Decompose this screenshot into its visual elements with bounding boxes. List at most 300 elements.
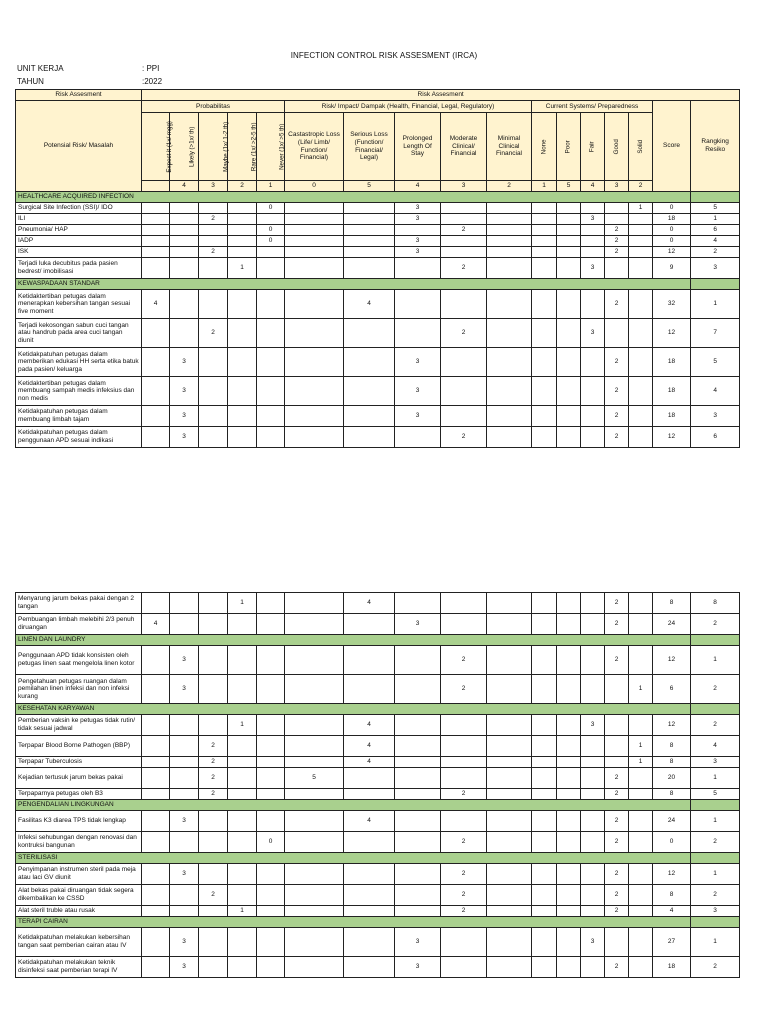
- rating-cell: [142, 247, 170, 258]
- rating-cell: [395, 906, 441, 917]
- score-cell: 8: [653, 736, 691, 757]
- rating-cell: [395, 225, 441, 236]
- rating-cell: 2: [605, 885, 629, 906]
- rating-cell: [257, 427, 285, 448]
- rating-cell: [285, 406, 344, 427]
- rating-cell: [285, 225, 344, 236]
- rating-cell: 4: [142, 290, 170, 319]
- weight-cell: 1: [257, 181, 285, 192]
- risk-label: IADP: [16, 236, 142, 247]
- rating-cell: [257, 290, 285, 319]
- rating-cell: 2: [441, 675, 487, 704]
- rating-cell: 1: [629, 736, 653, 757]
- rating-cell: [629, 406, 653, 427]
- rating-cell: 4: [344, 715, 395, 736]
- rating-cell: [228, 646, 257, 675]
- rating-cell: [257, 214, 285, 225]
- rating-cell: [257, 348, 285, 377]
- rating-cell: 2: [605, 646, 629, 675]
- rating-cell: [285, 593, 344, 614]
- rating-cell: [285, 377, 344, 406]
- rating-cell: 1: [228, 593, 257, 614]
- rating-cell: [285, 757, 344, 768]
- rank-cell: 5: [691, 789, 740, 800]
- risk-label: Terpapar Blood Borne Pathogen (BBP): [16, 736, 142, 757]
- weight-cell: 5: [344, 181, 395, 192]
- tahun-label: TAHUN: [17, 77, 44, 86]
- rating-cell: [344, 406, 395, 427]
- risk-label: Pemberian vaksin ke petugas tidak rutin/ tidak sesuai jadwal: [16, 715, 142, 736]
- risk-row: [16, 885, 740, 906]
- rating-cell: 2: [441, 319, 487, 348]
- rating-cell: [170, 614, 199, 635]
- rating-cell: 2: [605, 290, 629, 319]
- potensial-risk-header: Potensial Risk/ Masalah: [16, 101, 142, 192]
- rating-cell: [395, 885, 441, 906]
- rating-cell: [170, 906, 199, 917]
- rating-cell: [285, 864, 344, 885]
- rating-cell: [257, 864, 285, 885]
- rating-cell: [557, 614, 581, 635]
- rating-cell: [557, 928, 581, 957]
- rating-cell: [487, 864, 532, 885]
- rating-cell: [532, 377, 557, 406]
- rank-cell: 2: [691, 247, 740, 258]
- rating-cell: [199, 406, 228, 427]
- risk-row: [16, 757, 740, 768]
- rating-cell: [441, 290, 487, 319]
- risk-row: [16, 406, 740, 427]
- rating-cell: [228, 789, 257, 800]
- rating-cell: [487, 757, 532, 768]
- risk-label: ISK: [16, 247, 142, 258]
- section-name: TERAPI CAIRAN: [16, 917, 691, 928]
- rating-cell: 2: [605, 614, 629, 635]
- risk-row: [16, 768, 740, 789]
- rating-cell: 2: [605, 811, 629, 832]
- rating-cell: [142, 319, 170, 348]
- rating-cell: [441, 614, 487, 635]
- risk-label: Alat bekas pakai diruangan tidak segera dikembalikan ke CSSD: [16, 885, 142, 906]
- rating-cell: [581, 906, 605, 917]
- rating-cell: [487, 789, 532, 800]
- rating-cell: [142, 715, 170, 736]
- section-rank-cell: [691, 917, 740, 928]
- risk-row: [16, 715, 740, 736]
- unit-kerja-line: [17, 63, 159, 74]
- rating-cell: [285, 646, 344, 675]
- rating-cell: [581, 427, 605, 448]
- rating-cell: [199, 258, 228, 279]
- rating-cell: [170, 715, 199, 736]
- section-header-row: [16, 800, 740, 811]
- risk-label: Surgical Site Infection (SSI)/ IDO: [16, 203, 142, 214]
- rating-cell: [344, 247, 395, 258]
- rating-cell: [199, 646, 228, 675]
- rating-cell: [629, 427, 653, 448]
- risk-row: [16, 957, 740, 978]
- rating-cell: [142, 427, 170, 448]
- rating-cell: [532, 736, 557, 757]
- rating-cell: [199, 348, 228, 377]
- rating-cell: [228, 957, 257, 978]
- rating-cell: [344, 348, 395, 377]
- rating-cell: 0: [257, 832, 285, 853]
- weight-cell: 2: [629, 181, 653, 192]
- rating-cell: [142, 928, 170, 957]
- rating-cell: [629, 247, 653, 258]
- rating-cell: [557, 768, 581, 789]
- current-systems-header: Current Systems/ Preparedness: [532, 101, 653, 113]
- rating-cell: [557, 789, 581, 800]
- rating-cell: [629, 290, 653, 319]
- rating-cell: [487, 377, 532, 406]
- rating-cell: [557, 225, 581, 236]
- rating-cell: [581, 864, 605, 885]
- score-cell: 8: [653, 789, 691, 800]
- rating-cell: [142, 736, 170, 757]
- rank-cell: 1: [691, 646, 740, 675]
- rating-cell: [199, 236, 228, 247]
- rating-cell: [629, 646, 653, 675]
- section-rank-cell: [691, 192, 740, 203]
- rating-cell: 4: [344, 593, 395, 614]
- rating-cell: [285, 906, 344, 917]
- rating-cell: [257, 406, 285, 427]
- rating-cell: [532, 225, 557, 236]
- risk-label: Penyimpanan instrumen steril pada meja atau laci GV diunit: [16, 864, 142, 885]
- rank-cell: 6: [691, 225, 740, 236]
- risk-label: Ketidakpatuhan petugas dalam membuang limbah tajam: [16, 406, 142, 427]
- rating-cell: [257, 736, 285, 757]
- rating-cell: 2: [199, 768, 228, 789]
- probability-col-header: Rare (1x/ >2-5 th): [228, 113, 257, 181]
- risk-label: Ketidakpatuhan petugas dalam memberikan edukasi HH serta etika batuk pada pasien/ keluarga: [16, 348, 142, 377]
- rank-cell: 8: [691, 593, 740, 614]
- weight-cell: 0: [285, 181, 344, 192]
- rating-cell: [228, 675, 257, 704]
- rating-cell: [395, 768, 441, 789]
- rating-cell: [557, 406, 581, 427]
- score-cell: 12: [653, 715, 691, 736]
- rating-cell: [532, 715, 557, 736]
- rating-cell: [199, 377, 228, 406]
- rating-cell: [199, 290, 228, 319]
- rating-cell: [285, 928, 344, 957]
- rating-cell: 1: [228, 906, 257, 917]
- rating-cell: [395, 593, 441, 614]
- rating-cell: [142, 258, 170, 279]
- rating-cell: 0: [257, 236, 285, 247]
- rating-cell: [344, 377, 395, 406]
- rating-cell: [581, 348, 605, 377]
- weight-cell: 3: [199, 181, 228, 192]
- rating-cell: 3: [395, 928, 441, 957]
- rating-cell: 2: [441, 864, 487, 885]
- rating-cell: [285, 247, 344, 258]
- rating-cell: [557, 715, 581, 736]
- rating-cell: [487, 675, 532, 704]
- rating-cell: [285, 348, 344, 377]
- rating-cell: [557, 646, 581, 675]
- rating-cell: [532, 885, 557, 906]
- rating-cell: 2: [199, 757, 228, 768]
- rating-cell: [228, 736, 257, 757]
- rating-cell: 2: [605, 225, 629, 236]
- risk-row: [16, 864, 740, 885]
- rating-cell: [532, 928, 557, 957]
- rating-cell: [581, 885, 605, 906]
- risk-label: Ketidaktertiban petugas dalam membuang sampah medis infeksius dan non medis: [16, 377, 142, 406]
- rank-cell: 1: [691, 290, 740, 319]
- rating-cell: [557, 957, 581, 978]
- rating-cell: [581, 203, 605, 214]
- score-cell: 27: [653, 928, 691, 957]
- rating-cell: [199, 675, 228, 704]
- score-cell: 20: [653, 768, 691, 789]
- rating-cell: [629, 377, 653, 406]
- rating-cell: [532, 247, 557, 258]
- rating-cell: [441, 757, 487, 768]
- current-col-header: Good: [605, 113, 629, 181]
- current-col-header: None: [532, 113, 557, 181]
- rating-cell: 2: [199, 736, 228, 757]
- rating-cell: 2: [605, 348, 629, 377]
- rating-cell: 2: [605, 906, 629, 917]
- rating-cell: [441, 377, 487, 406]
- risk-label: Terpapar Tuberculosis: [16, 757, 142, 768]
- rating-cell: [170, 832, 199, 853]
- risk-label: Menyarung jarum bekas pakai dengan 2 tangan: [16, 593, 142, 614]
- rating-cell: [142, 225, 170, 236]
- rating-cell: [532, 203, 557, 214]
- risk-row: [16, 247, 740, 258]
- rating-cell: [257, 811, 285, 832]
- risk-label: Pembuangan limbah melebihi 2/3 penuh diruangan: [16, 614, 142, 635]
- rating-cell: [487, 290, 532, 319]
- score-cell: 12: [653, 864, 691, 885]
- section-header-row: [16, 635, 740, 646]
- section-name: KEWASPADAAN STANDAR: [16, 279, 691, 290]
- rating-cell: [170, 757, 199, 768]
- score-cell: 0: [653, 236, 691, 247]
- rating-cell: [344, 258, 395, 279]
- rating-cell: [344, 957, 395, 978]
- score-cell: 8: [653, 757, 691, 768]
- rating-cell: [199, 614, 228, 635]
- score-cell: 6: [653, 675, 691, 704]
- rating-cell: [581, 757, 605, 768]
- rating-cell: [532, 258, 557, 279]
- rating-cell: [629, 832, 653, 853]
- score-cell: 0: [653, 203, 691, 214]
- rating-cell: 3: [170, 646, 199, 675]
- rating-cell: [532, 768, 557, 789]
- rank-cell: 2: [691, 715, 740, 736]
- rating-cell: 3: [395, 614, 441, 635]
- risk-row: [16, 290, 740, 319]
- rating-cell: [557, 319, 581, 348]
- rating-cell: 3: [395, 348, 441, 377]
- rating-cell: [441, 928, 487, 957]
- rating-cell: [557, 864, 581, 885]
- rating-cell: [257, 928, 285, 957]
- tahun-line: [17, 76, 162, 87]
- score-cell: 9: [653, 258, 691, 279]
- rating-cell: [441, 236, 487, 247]
- rating-cell: [228, 236, 257, 247]
- risk-row: [16, 203, 740, 214]
- rating-cell: [581, 236, 605, 247]
- rating-cell: 3: [395, 214, 441, 225]
- rating-cell: 3: [581, 319, 605, 348]
- impact-col-header: Prolonged Length Of Stay: [395, 113, 441, 181]
- rating-cell: 0: [257, 225, 285, 236]
- rating-cell: 3: [170, 377, 199, 406]
- section-header-row: [16, 853, 740, 864]
- rating-cell: 2: [605, 236, 629, 247]
- rating-cell: [557, 593, 581, 614]
- rating-cell: [581, 646, 605, 675]
- score-cell: 32: [653, 290, 691, 319]
- rating-cell: 4: [344, 757, 395, 768]
- rating-cell: 3: [581, 928, 605, 957]
- section-name: STERILISASI: [16, 853, 691, 864]
- rating-cell: [344, 832, 395, 853]
- rating-cell: [395, 427, 441, 448]
- rating-cell: 3: [395, 377, 441, 406]
- rating-cell: 2: [199, 247, 228, 258]
- score-cell: 12: [653, 247, 691, 258]
- rating-cell: [487, 646, 532, 675]
- score-cell: 0: [653, 832, 691, 853]
- rating-cell: [142, 906, 170, 917]
- rating-cell: 2: [605, 593, 629, 614]
- risk-label: Terjadi kekosongan sabun cuci tangan atau handrub pada area cuci tangan diunit: [16, 319, 142, 348]
- rating-cell: [629, 768, 653, 789]
- rating-cell: [285, 715, 344, 736]
- rating-cell: [285, 957, 344, 978]
- rating-cell: [344, 906, 395, 917]
- rating-cell: [142, 675, 170, 704]
- section-rank-cell: [691, 853, 740, 864]
- rating-cell: [142, 214, 170, 225]
- rating-cell: [228, 377, 257, 406]
- rating-cell: [605, 757, 629, 768]
- rating-cell: [395, 290, 441, 319]
- rating-cell: [441, 406, 487, 427]
- rating-cell: [487, 906, 532, 917]
- rating-cell: [581, 789, 605, 800]
- rating-cell: [581, 736, 605, 757]
- rating-cell: [142, 348, 170, 377]
- unit-kerja-value: : PPI: [142, 64, 160, 73]
- current-col-header: Poor: [557, 113, 581, 181]
- rating-cell: [395, 675, 441, 704]
- rating-cell: [487, 928, 532, 957]
- weight-cell: 4: [581, 181, 605, 192]
- rating-cell: [441, 768, 487, 789]
- rating-cell: [170, 247, 199, 258]
- rating-cell: [228, 614, 257, 635]
- rating-cell: [487, 811, 532, 832]
- rank-cell: 5: [691, 348, 740, 377]
- rating-cell: [629, 864, 653, 885]
- rating-cell: [581, 406, 605, 427]
- rating-cell: [581, 247, 605, 258]
- rating-cell: [395, 811, 441, 832]
- probability-col-header: Expect it (1x/ mgg): [142, 113, 170, 181]
- rating-cell: [557, 811, 581, 832]
- rating-cell: [257, 789, 285, 800]
- weight-cell: 2: [487, 181, 532, 192]
- rating-cell: 2: [605, 247, 629, 258]
- rating-cell: 3: [581, 715, 605, 736]
- rating-cell: [487, 715, 532, 736]
- score-cell: 8: [653, 593, 691, 614]
- rating-cell: 2: [605, 377, 629, 406]
- rating-cell: [557, 906, 581, 917]
- rating-cell: [228, 427, 257, 448]
- rating-cell: [581, 377, 605, 406]
- risk-label: Fasilitas K3 diarea TPS tidak lengkap: [16, 811, 142, 832]
- rating-cell: [605, 675, 629, 704]
- rating-cell: 3: [395, 957, 441, 978]
- tahun-value: :2022: [142, 77, 163, 86]
- risk-label: Ketidakpatuhan melakukan teknik disinfeksi saat pemberian terapi IV: [16, 957, 142, 978]
- rank-cell: 1: [691, 768, 740, 789]
- rating-cell: [629, 236, 653, 247]
- weight-cell: 3: [441, 181, 487, 192]
- rating-cell: [581, 675, 605, 704]
- weight-label-cell: [142, 181, 170, 192]
- section-rank-cell: [691, 635, 740, 646]
- rating-cell: [257, 957, 285, 978]
- rank-cell: 1: [691, 811, 740, 832]
- rating-cell: 1: [629, 203, 653, 214]
- rating-cell: [344, 646, 395, 675]
- rating-cell: [581, 768, 605, 789]
- probability-col-header: Never (1x/ >5 th): [257, 113, 285, 181]
- rating-cell: 2: [441, 225, 487, 236]
- rating-cell: [199, 928, 228, 957]
- risk-label: Ketidaktertiban petugas dalam menerapkan kebersihan tangan sesuai five moment: [16, 290, 142, 319]
- rank-cell: 3: [691, 757, 740, 768]
- rating-cell: 0: [257, 203, 285, 214]
- rating-cell: [487, 203, 532, 214]
- rating-cell: 2: [441, 906, 487, 917]
- rating-cell: [629, 811, 653, 832]
- rating-cell: 3: [170, 675, 199, 704]
- rating-cell: [629, 258, 653, 279]
- risk-row: [16, 646, 740, 675]
- rating-cell: [344, 864, 395, 885]
- rank-cell: 4: [691, 236, 740, 247]
- rating-cell: [344, 225, 395, 236]
- rating-cell: [257, 885, 285, 906]
- rating-cell: [170, 236, 199, 247]
- rating-cell: [441, 247, 487, 258]
- impact-col-header: Castastropic Loss (Life/ Limb/ Function/ Financial): [285, 113, 344, 181]
- section-name: PENGENDALIAN LINGKUNGAN: [16, 800, 691, 811]
- rating-cell: [629, 789, 653, 800]
- rating-cell: [441, 811, 487, 832]
- rating-cell: [557, 885, 581, 906]
- rating-cell: [142, 236, 170, 247]
- rank-cell: 2: [691, 614, 740, 635]
- rating-cell: [285, 427, 344, 448]
- rating-cell: 3: [395, 406, 441, 427]
